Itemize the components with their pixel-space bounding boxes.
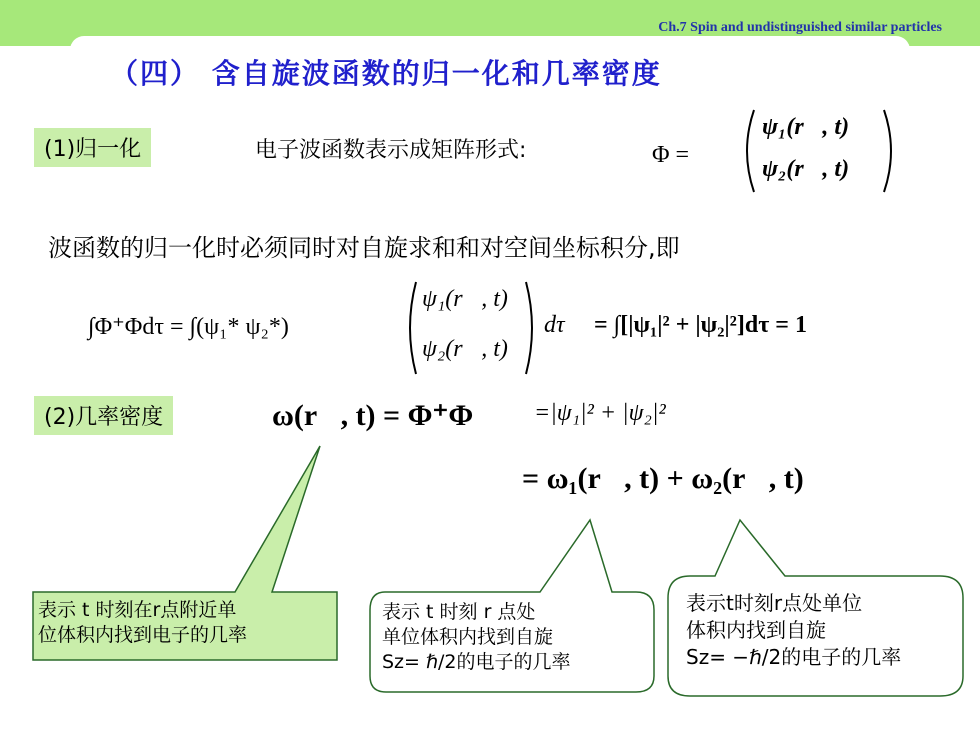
callout-middle-text [382,600,571,675]
matrix-form-text: 电子波函数表示成矩阵形式: [255,138,527,163]
slide-title: （四） 含自旋波函数的归一化和几率密度 [110,57,662,90]
omega-squared: =|ψ₁|² + |ψ₂|² [534,400,666,426]
dtau: dτ [544,312,565,338]
chapter-title: Ch.7 Spin and undistinguished similar particles [658,20,942,35]
normalization-rhs: = ∫[|ψ₁|² + |ψ₂|²]dτ = 1 [594,312,807,338]
omega-definition: ω(r⃗, t) = Φ⁺Φ [272,399,474,432]
omega-sum: = ω₁(r⃗, t) + ω₂(r⃗, t) [522,462,804,495]
matrix-psi1: ψ₁(r⃗, t) [762,114,850,140]
matrix-psi2: ψ₂(r⃗, t) [762,156,850,182]
callout-right-text [686,590,901,671]
callout-left-text [38,598,247,648]
column-psi1: ψ₁(r⃗, t) [422,286,508,312]
callout-left-line2: 位体积内找到电子的几率 [38,624,248,646]
normalization-statement: 波函数的归一化时必须同时对自旋求和和对空间坐标积分,即 [48,234,680,262]
phi-symbol: Φ = [652,142,690,168]
section1-label: (1)归一化 [34,128,151,167]
column-psi2: ψ₂(r⃗, t) [422,336,508,362]
callout-middle-line2: 单位体积内找到自旋 [382,626,554,648]
section2-label: (2)几率密度 [34,396,173,435]
callout-right-line1: 表示t时刻r点处单位 [686,591,863,615]
callout-middle-line3: Sz= ℏ/2的电子的几率 [382,651,571,673]
callout-right-line3: Sz= −ℏ/2的电子的几率 [686,645,902,669]
callout-right-line2: 体积内找到自旋 [686,618,826,642]
callout-left-line1: 表示 t 时刻在r点附近单 [38,599,237,621]
callout-middle-line1: 表示 t 时刻 r 点处 [382,601,536,623]
normalization-lhs: ∫Φ⁺Φdτ = ∫(ψ₁* ψ₂*) [88,314,289,340]
